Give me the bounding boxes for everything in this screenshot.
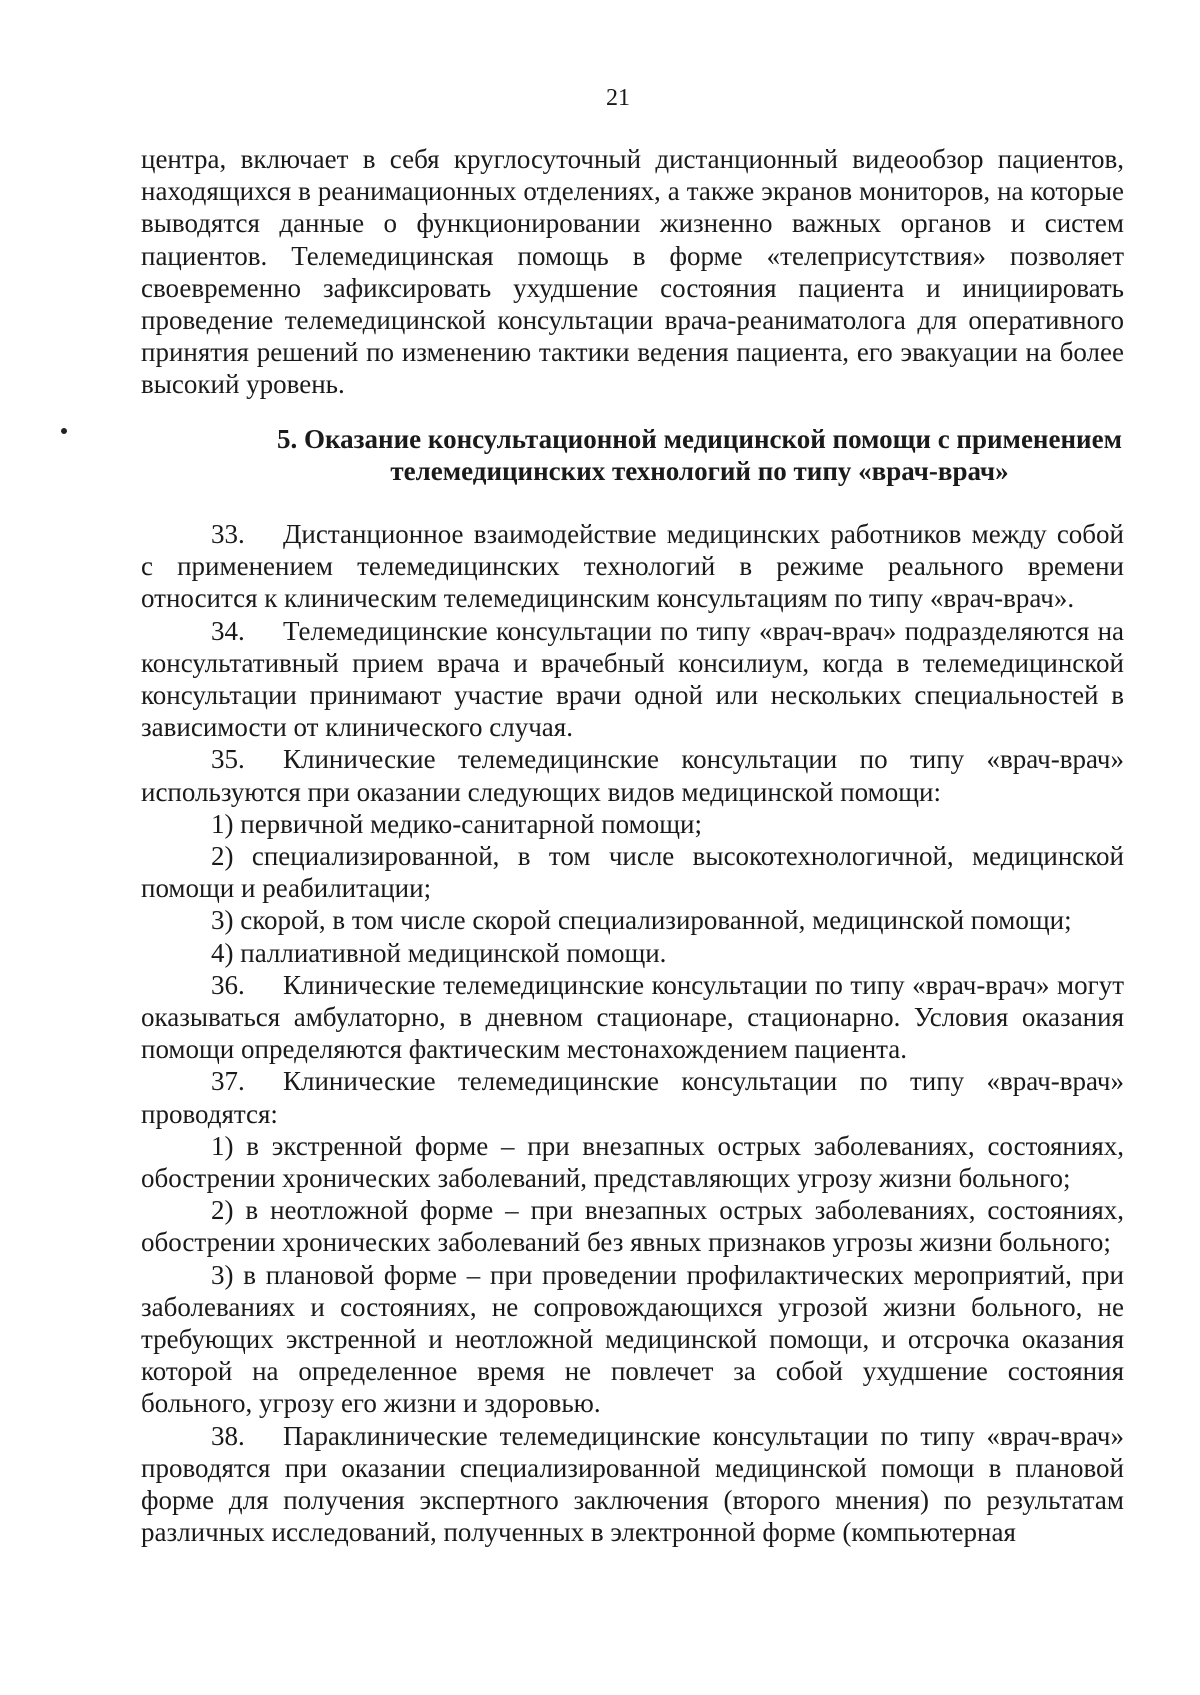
paragraph-text: Клинические телемедицинские консультации по типу «врач-врач» проводятся: bbox=[141, 1066, 1124, 1129]
scan-dot bbox=[61, 428, 67, 434]
paragraph-text: Дистанционное взаимодействие медицинских работников между собой с применением телемедицинских технологий в режиме реального времени относится к клиническим телемедицинским консультациям по типу «врач-врач». bbox=[141, 519, 1124, 614]
paragraph-number: 34. bbox=[211, 615, 245, 646]
list-item: 1) в экстренной форме – при внезапных острых заболеваниях, состояниях, обострении хронических заболеваний, представляющих угрозу жизни больного; bbox=[141, 1130, 1124, 1194]
paragraph-text: Клинические телемедицинские консультации по типу «врач-врач» могут оказываться амбулаторно, в дневном стационаре, стационарно. Условия оказания помощи определяются фактическим местонахождением пациента. bbox=[141, 969, 1124, 1065]
paragraph-37 bbox=[141, 1065, 1124, 1129]
paragraph-text: Параклинические телемедицинские консультации по типу «врач-врач» проводятся при оказании специализированной медицинской помощи в плановой форме для получения экспертного заключения (второго мнения) по результатам различных исследований, полученных в электронной форме (компьютерная bbox=[141, 1420, 1124, 1548]
paragraph-number: 36. bbox=[211, 969, 245, 1000]
list-item: 3) скорой, в том числе скорой специализированной, медицинской помощи; bbox=[211, 905, 1072, 936]
paragraph-34 bbox=[141, 615, 1124, 744]
paragraph-number: 35. bbox=[211, 744, 245, 775]
paragraph-38 bbox=[141, 1420, 1124, 1549]
list-item: 1) первичной медико-санитарной помощи; bbox=[211, 808, 702, 839]
list-item: 3) в плановой форме – при проведении профилактических мероприятий, при заболеваниях и состояниях, не сопровождающихся угрозой жизни больного, не требующих экстренной и неотложной медицинской помощи, и отсрочка оказания которой на определенное время не повлечет за собой ухудшение состояния больного, угрозу его жизни и здоровью. bbox=[141, 1259, 1124, 1419]
list-item: 4) паллиативной медицинской помощи. bbox=[211, 937, 667, 968]
list-item: 2) в неотложной форме – при внезапных острых заболеваниях, состояниях, обострении хронических заболеваний без явных признаков угрозы жизни больного; bbox=[141, 1195, 1124, 1258]
section-heading bbox=[141, 423, 1124, 487]
paragraph-number: 33. bbox=[211, 519, 245, 549]
paragraph-36 bbox=[141, 969, 1124, 1066]
paragraph-33 bbox=[141, 518, 1124, 615]
list-item: 2) специализированной, в том числе высокотехнологичной, медицинской помощи и реабилитации; bbox=[141, 841, 1124, 904]
paragraph-text: Клинические телемедицинские консультации по типу «врач-врач» используются при оказании следующих видов медицинской помощи: bbox=[141, 744, 1124, 807]
paragraph-35 bbox=[141, 743, 1124, 807]
section-heading-line-1: 5. Оказание консультационной медицинской помощи с применением bbox=[277, 424, 1122, 454]
section-body bbox=[141, 518, 1124, 1549]
paragraph-number: 37. bbox=[211, 1066, 245, 1097]
paragraph-text: Телемедицинские консультации по типу «врач-врач» подразделяются на консультативный прием врача и врачебный консилиум, когда в телемедицинской консультации принимают участие врачи одной или нескольких специальностей в зависимости от клинического случая. bbox=[141, 615, 1124, 743]
page-number: 21 bbox=[606, 85, 630, 111]
intro-paragraph: центра, включает в себя круглосуточный дистанционный видеообзор пациентов, находящихся в реанимационных отделениях, а также экранов мониторов, на которые выводятся данные о функционировании жизненно важных органов и систем пациентов. Телемедицинская помощь в форме «телеприсутствия» позволяет своевременно зафиксировать ухудшение состояния пациента и инициировать проведение телемедицинской консультации врача-реаниматолога для оперативного принятия решений по изменению тактики ведения пациента, его эвакуации на более высокий уровень. bbox=[141, 144, 1124, 400]
intro-paragraph-block bbox=[141, 143, 1124, 401]
section-heading-line-2: телемедицинских технологий по типу «врач-врач» bbox=[390, 456, 1009, 486]
paragraph-number: 38. bbox=[211, 1420, 245, 1451]
